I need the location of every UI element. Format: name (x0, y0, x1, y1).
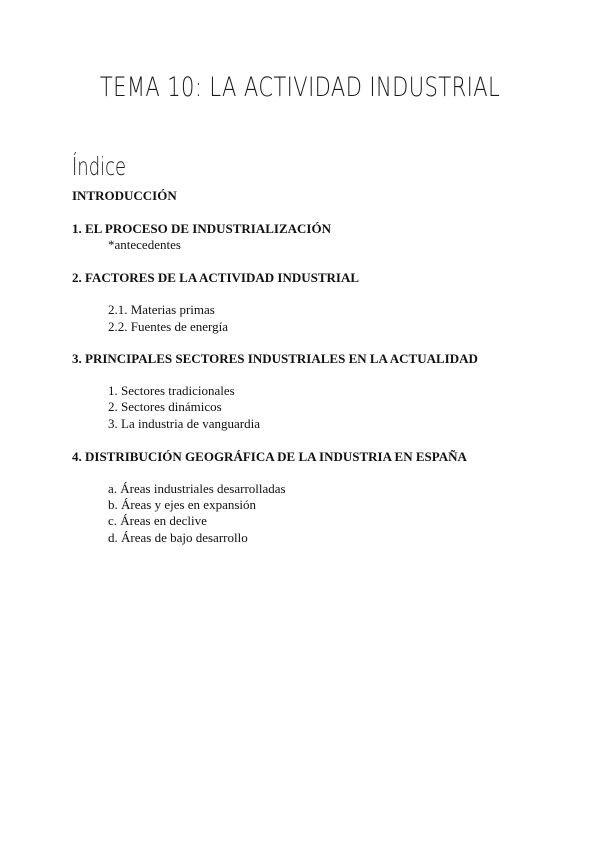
toc-section-4-heading: 4. DISTRIBUCIÓN GEOGRÁFICA DE LA INDUSTRIA EN ESPAÑA (72, 449, 467, 464)
toc-section-2-item: 2.1. Materias primas (108, 302, 215, 317)
toc-section-1-item: *antecedentes (108, 237, 181, 252)
index-heading: Índice (72, 152, 127, 181)
toc-section-4-item: c. Áreas en declive (108, 513, 207, 528)
toc-section-3-heading: 3. PRINCIPALES SECTORES INDUSTRIALES EN LA ACTUALIDAD (72, 351, 478, 366)
toc-section-3-item: 1. Sectores tradicionales (108, 383, 235, 398)
toc-section-4-item: b. Áreas y ejes en expansión (108, 497, 257, 512)
toc-section-4-item: d. Áreas de bajo desarrollo (108, 530, 248, 545)
toc-section-3-item: 3. La industria de vanguardia (108, 416, 260, 431)
toc-section-2-item: 2.2. Fuentes de energía (108, 319, 228, 334)
toc-section-1-heading: 1. EL PROCESO DE INDUSTRIALIZACIÓN (72, 221, 331, 236)
toc-introduction: INTRODUCCIÓN (72, 188, 177, 203)
toc-section-3-item: 2. Sectores dinámicos (108, 399, 222, 414)
toc-section-4-item: a. Áreas industriales desarrolladas (108, 481, 286, 496)
toc-section-2-heading: 2. FACTORES DE LA ACTIVIDAD INDUSTRIAL (72, 270, 360, 285)
document-title: TEMA 10: LA ACTIVIDAD INDUSTRIAL (99, 72, 501, 103)
